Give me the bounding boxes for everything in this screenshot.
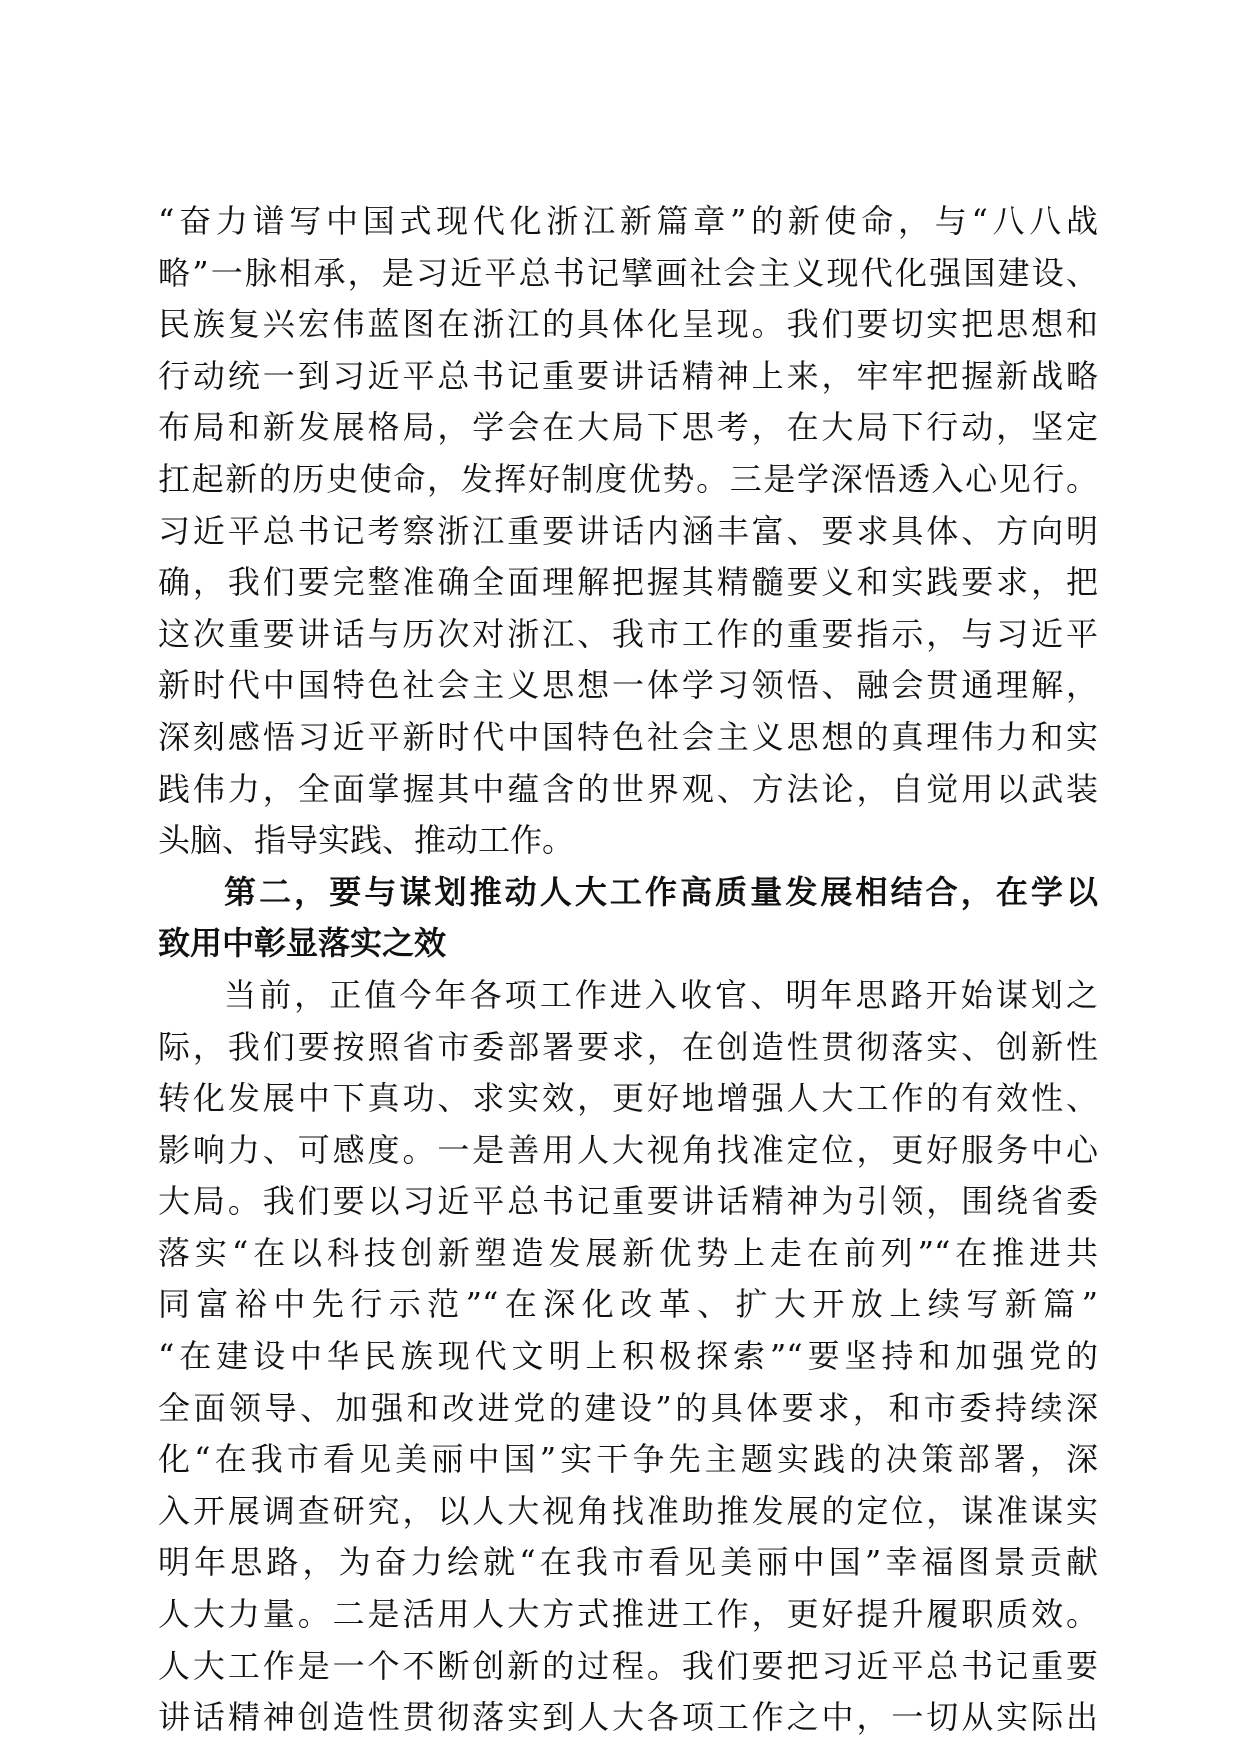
text-line: 当前，正值今年各项工作进入收官、明年思路开始谋划之 [224,975,1098,1014]
text-line: 这次重要讲话与历次对浙江、我市工作的重要指示，与习近平 [158,614,1098,653]
heading-line: 第二，要与谋划推动人大工作高质量发展相结合，在学以 [224,872,1098,911]
text-line: 转化发展中下真功、求实效，更好地增强人大工作的有效性、 [158,1079,1098,1118]
section-heading-2 [158,867,1098,970]
text-line: “奋力谱写中国式现代化浙江新篇章”的新使命，与“八八战 [158,202,1098,240]
text-line: 大局。我们要以习近平总书记重要讲话精神为引领，围绕省委 [158,1182,1098,1221]
text-line: 深刻感悟习近平新时代中国特色社会主义思想的真理伟力和实 [158,717,1098,756]
text-line: 讲话精神创造性贯彻落实到人大各项工作之中，一切从实际出 [158,1698,1098,1737]
text-line: 行动统一到习近平总书记重要讲话精神上来，牢牢把握新战略 [158,356,1098,395]
text-line: 影响力、可感度。一是善用人大视角找准定位，更好服务中心 [158,1130,1098,1169]
text-line: 全面领导、加强和改进党的建设”的具体要求，和市委持续深 [158,1388,1098,1427]
text-line: 落实“在以科技创新塑造发展新优势上走在前列”“在推进共 [158,1233,1098,1272]
text-line: 人大力量。二是活用人大方式推进工作，更好提升履职质效。 [158,1595,1098,1634]
heading-line: 致用中彰显落实之效 [158,924,447,963]
text-line: 入开展调查研究，以人大视角找准助推发展的定位，谋准谋实 [158,1491,1098,1530]
text-line: “在建设中华民族现代文明上积极探索”“要坚持和加强党的 [158,1337,1098,1376]
document-body [158,196,1098,1744]
text-line: 头脑、指导实践、推动工作。 [158,821,575,860]
text-line: 新时代中国特色社会主义思想一体学习领悟、融会贯通理解， [158,666,1098,705]
text-line: 化“在我市看见美丽中国”实干争先主题实践的决策部署，深 [158,1440,1098,1479]
text-line: 习近平总书记考察浙江重要讲话内涵丰富、要求具体、方向明 [158,511,1098,550]
paragraph-2 [158,970,1098,1744]
text-line: 民族复兴宏伟蓝图在浙江的具体化呈现。我们要切实把思想和 [158,305,1098,344]
text-line: 明年思路，为奋力绘就“在我市看见美丽中国”幸福图景贡献 [158,1543,1098,1582]
text-line: 践伟力，全面掌握其中蕴含的世界观、方法论，自觉用以武装 [158,769,1098,808]
paragraph-1 [158,196,1098,867]
text-line: 际，我们要按照省市委部署要求，在创造性贯彻落实、创新性 [158,1027,1098,1066]
text-line: 确，我们要完整准确全面理解把握其精髓要义和实践要求，把 [158,563,1098,602]
text-line: 略”一脉相承，是习近平总书记擘画社会主义现代化强国建设、 [158,253,1098,292]
text-line: 人大工作是一个不断创新的过程。我们要把习近平总书记重要 [158,1646,1098,1685]
text-line: 布局和新发展格局，学会在大局下思考，在大局下行动，坚定 [158,408,1098,447]
text-line: 扛起新的历史使命，发挥好制度优势。三是学深悟透入心见行。 [158,459,1098,498]
text-line: 同富裕中先行示范”“在深化改革、扩大开放上续写新篇” [158,1285,1098,1324]
